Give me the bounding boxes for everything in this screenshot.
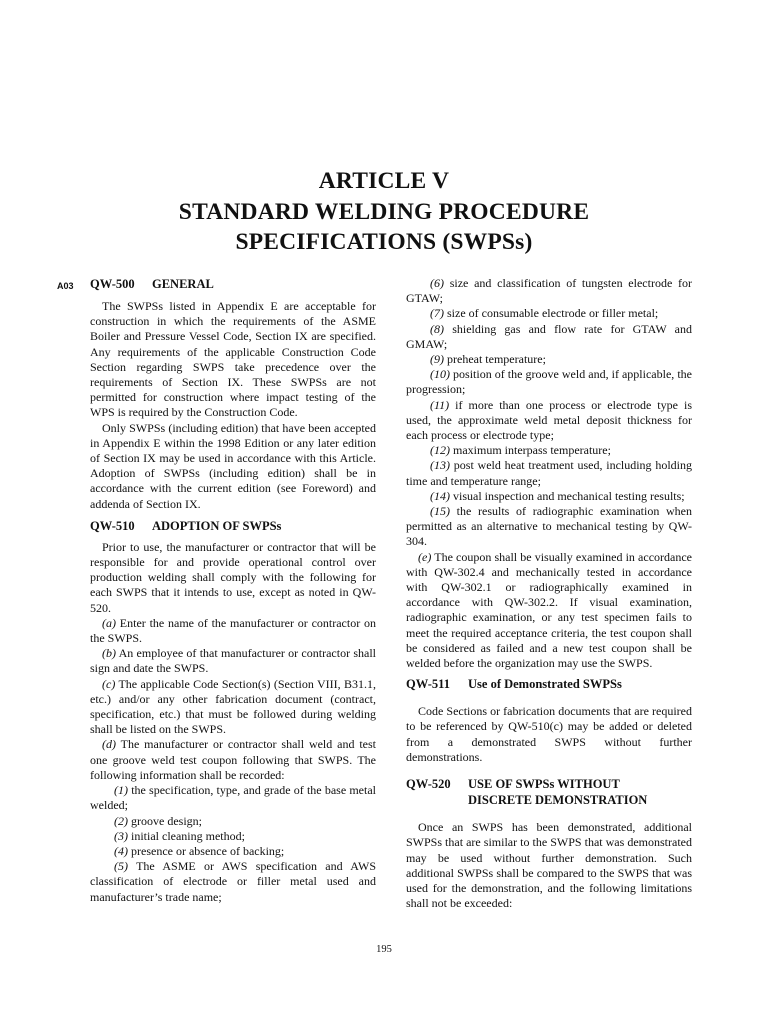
section-heading-qw520	[406, 776, 692, 808]
section-title: GENERAL	[152, 277, 214, 291]
list-item-13: (13) post weld heat treatment used, including holding time and temperature range;	[406, 458, 692, 488]
list-item-3: (3) initial cleaning method;	[114, 828, 245, 843]
section-number: QW-511	[406, 677, 450, 692]
list-item-7: (7) size of consumable electrode or filler metal;	[430, 306, 659, 321]
section-title: ADOPTION OF SWPSs	[152, 518, 282, 533]
article-title-line-2: SPECIFICATIONS (SWPSs)	[235, 229, 533, 255]
section-title: Use of Demonstrated SWPSs	[468, 677, 622, 692]
paragraph: Once an SWPS has been demonstrated, additional SWPSs that are similar to the SWPS that was demonstrated may be used without further demonstration. Such additional SWPSs shall be compared to the SWPS that was used for the demonstration, and the following limitations shall not be exceeded:	[406, 820, 692, 911]
section-title-line-1: USE OF SWPSs WITHOUT	[468, 777, 620, 792]
section-heading-qw500	[57, 276, 376, 292]
paragraph: Prior to use, the manufacturer or contractor that will be responsible for and provide operational control over production welding shall comply with the following for each SWPS that it intends to use, except as noted in QW-520.	[90, 539, 376, 615]
revision-margin-tag: A03	[57, 281, 74, 291]
list-item-15: (15) the results of radiographic examination when permitted as an alternative to mechanical testing by QW-304.	[406, 504, 692, 549]
list-item-a: (a) Enter the name of the manufacturer or contractor on the SWPS.	[90, 615, 376, 646]
article-title	[0, 166, 768, 258]
list-item-14: (14) visual inspection and mechanical testing results;	[430, 488, 685, 503]
list-item-e: (e) The coupon shall be visually examined in accordance with QW-302.4 and mechanically tested in accordance with QW-302.1 or radiographically examined in accordance with QW-302.2. If visual examination, radiographic examination, or any test specimen fails to meet the required acceptance criteria, the test coupon shall be considered as failed and a new test coupon shall be welded before the organization may use the SWPS.	[406, 549, 692, 671]
paragraph: Only SWPSs (including edition) that have been accepted in Appendix E within the 1998 Edition or any later edition of Section IX may be used in accordance with this Article. Adoption of SWPSs (including edition) shall be in accordance with the current edition (see Foreword) and addenda of Section IX.	[90, 420, 376, 511]
right-column	[406, 276, 692, 911]
section-heading-qw511	[406, 676, 692, 692]
list-item-9: (9) preheat temperature;	[430, 352, 546, 367]
section-heading-qw510	[90, 518, 376, 534]
section-number: QW-500	[90, 277, 135, 291]
left-column	[57, 276, 376, 905]
list-item-d: (d) The manufacturer or contractor shall weld and test one groove weld test coupon following that SWPS. The following information shall be recorded:	[90, 737, 376, 782]
list-item-8: (8) shielding gas and flow rate for GTAW and GMAW;	[406, 321, 692, 351]
list-item-c: (c) The applicable Code Section(s) (Section VIII, B31.1, etc.) and/or any other fabrication document (contract, specification, etc.) that must be followed during welding shall be listed on the SWPS.	[90, 676, 376, 737]
list-item-10: (10) position of the groove weld and, if applicable, the progression;	[406, 367, 692, 397]
paragraph: The SWPSs listed in Appendix E are acceptable for construction in which the requirements of the ASME Boiler and Pressure Vessel Code, Section IX are specified. Any requirements of the applicable Construction Code Section regarding SWPS take precedence over the requirements of Section IX. These SWPSs are not permitted for construction where impact testing of the WPS is required by the Construction Code.	[90, 299, 376, 420]
list-item-2: (2) groove design;	[114, 813, 202, 828]
list-item-12: (12) maximum interpass temperature;	[430, 443, 611, 458]
list-item-5: (5) The ASME or AWS specification and AWS classification of electrode or filler metal used and manufacturer’s trade name;	[90, 859, 376, 904]
article-number: ARTICLE V	[318, 168, 450, 194]
article-title-line-1: STANDARD WELDING PROCEDURE	[178, 198, 590, 225]
section-number: QW-510	[90, 518, 135, 533]
list-item-b: (b) An employee of that manufacturer or contractor shall sign and date the SWPS.	[90, 646, 376, 676]
list-item-11: (11) if more than one process or electrode type is used, the approximate weld metal deposit thickness for each process or electrode type;	[406, 397, 692, 443]
list-item-6: (6) size and classification of tungsten electrode for GTAW;	[406, 276, 692, 306]
paragraph: Code Sections or fabrication documents that are required to be referenced by QW-510(c) may be added or deleted from a demonstrated SWPS without further demonstrations.	[406, 704, 692, 764]
list-item-1: (1) the specification, type, and grade of the base metal welded;	[90, 783, 376, 813]
list-item-4: (4) presence or absence of backing;	[114, 843, 285, 858]
page-number: 195	[376, 944, 392, 955]
section-number: QW-520	[406, 777, 451, 792]
section-title-line-2: DISCRETE DEMONSTRATION	[468, 793, 648, 808]
